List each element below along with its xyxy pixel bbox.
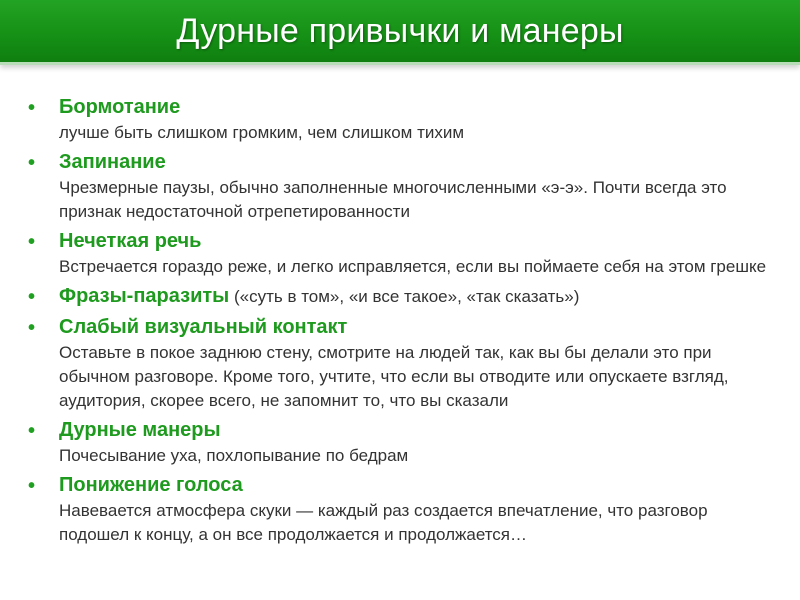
bullet-item bbox=[0, 472, 800, 547]
bullet-item bbox=[0, 417, 800, 468]
bullet-item bbox=[0, 94, 800, 145]
bullet-dot-icon: • bbox=[28, 231, 36, 253]
bullet-dot-icon: • bbox=[28, 317, 36, 339]
bullet-dot-icon: • bbox=[28, 152, 36, 174]
bullet-heading-examples: («суть в том», «и все такое», «так сказать») bbox=[229, 287, 580, 306]
bullet-heading-line bbox=[59, 228, 776, 254]
bullet-item bbox=[0, 283, 800, 310]
bullet-heading: Понижение голоса bbox=[59, 474, 243, 496]
bullet-heading-line bbox=[59, 417, 776, 443]
bullet-heading-line bbox=[59, 149, 776, 175]
bullet-heading: Нечеткая речь bbox=[59, 230, 202, 252]
bullet-heading: Запинание bbox=[59, 151, 166, 173]
bullet-heading-line bbox=[59, 283, 776, 310]
bullet-heading: Слабый визуальный контакт bbox=[59, 316, 348, 338]
bullet-heading-line bbox=[59, 94, 776, 120]
bullet-dot-icon: • bbox=[28, 286, 36, 308]
bullet-description: Встречается гораздо реже, и легко исправляется, если вы поймаете себя на этом грешке bbox=[59, 257, 767, 276]
bullet-description: Оставьте в покое заднюю стену, смотрите на людей так, как вы бы делали это при обычном разговоре. Кроме того, учтите, что если вы отводите или опускаете взгляд, аудитория, скорее всего, не запомнит то, что вы сказали bbox=[59, 343, 729, 410]
bullet-description: Чрезмерные паузы, обычно заполненные многочисленными «э-э». Почти всегда это признак недостаточной отрепетированности bbox=[59, 178, 727, 221]
bullet-dot-icon: • bbox=[28, 97, 36, 119]
slide-title: Дурные привычки и манеры bbox=[176, 12, 624, 50]
bullet-dot-icon: • bbox=[28, 420, 36, 442]
bullet-heading: Фразы-паразиты bbox=[59, 285, 230, 307]
bullet-heading: Дурные манеры bbox=[59, 419, 221, 441]
bullet-item bbox=[0, 228, 800, 279]
bullet-item bbox=[0, 314, 800, 413]
bullet-heading: Бормотание bbox=[59, 96, 181, 118]
title-bar bbox=[0, 0, 800, 65]
bullet-description: Навевается атмосфера скуки — каждый раз создается впечатление, что разговор подошел к концу, а он все продолжается и продолжается… bbox=[59, 501, 708, 544]
bullet-list bbox=[0, 94, 800, 551]
bullet-heading-line bbox=[59, 472, 776, 498]
bullet-item bbox=[0, 149, 800, 224]
bullet-dot-icon: • bbox=[28, 475, 36, 497]
bullet-heading-line bbox=[59, 314, 776, 340]
bullet-description: лучше быть слишком громким, чем слишком тихим bbox=[59, 123, 465, 142]
bullet-description: Почесывание уха, похлопывание по бедрам bbox=[59, 446, 409, 465]
